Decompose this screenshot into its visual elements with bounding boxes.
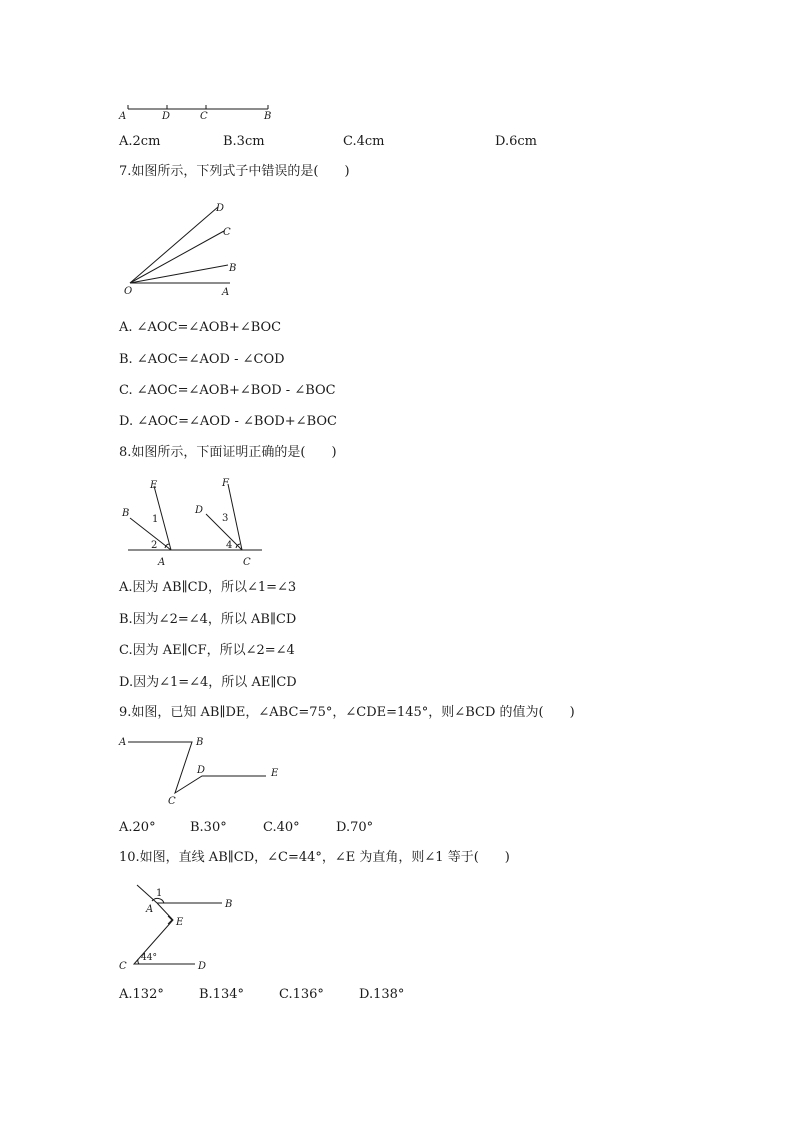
q8-option-d[interactable]: D.因为∠1=∠4，所以 AE∥CD <box>119 675 297 690</box>
q7-angle-figure <box>118 198 248 302</box>
q8-option-a[interactable]: A.因为 AB∥CD，所以∠1=∠3 <box>119 580 297 595</box>
q8-point-c: C <box>243 557 251 568</box>
q6-point-b: B <box>264 111 272 122</box>
q8-parallel-figure <box>118 476 268 571</box>
q9-point-e: E <box>271 768 279 779</box>
q9-point-c: C <box>168 796 176 807</box>
q8-point-d: D <box>195 505 204 516</box>
q10-option-b[interactable]: B.134° <box>199 987 244 1002</box>
q10-angle-c-label: 44° <box>141 953 157 963</box>
q8-point-e: E <box>150 480 158 491</box>
q9-stem: 9.如图，已知 AB∥DE，∠ABC=75°，∠CDE=145°，则∠BCD 的值为( ) <box>119 705 575 720</box>
q8-option-c[interactable]: C.因为 AE∥CF，所以∠2=∠4 <box>119 643 295 658</box>
q7-option-b[interactable]: B. ∠AOC=∠AOD - ∠COD <box>119 352 285 367</box>
q7-point-a: A <box>222 287 230 298</box>
q9-point-d: D <box>197 765 206 776</box>
q10-angle-1-label: 1 <box>156 888 163 899</box>
q10-parallel-figure <box>116 880 246 976</box>
q10-point-e: E <box>176 917 184 928</box>
q10-option-a[interactable]: A.132° <box>119 987 164 1002</box>
q9-parallel-figure <box>116 733 286 809</box>
q7-point-c: C <box>223 227 231 238</box>
q10-point-c: C <box>119 961 127 972</box>
q9-option-b[interactable]: B.30° <box>190 820 227 835</box>
q6-option-c[interactable]: C.4cm <box>343 134 385 149</box>
q6-option-d[interactable]: D.6cm <box>495 134 537 149</box>
q7-option-a[interactable]: A. ∠AOC=∠AOB+∠BOC <box>119 320 282 335</box>
q7-stem: 7.如图所示，下列式子中错误的是( ) <box>119 164 350 179</box>
q10-point-d: D <box>198 961 207 972</box>
q10-point-b: B <box>225 899 233 910</box>
q9-option-a[interactable]: A.20° <box>119 820 156 835</box>
q7-point-d: D <box>216 203 225 214</box>
q7-point-o: O <box>124 286 133 297</box>
q9-option-d[interactable]: D.70° <box>336 820 374 835</box>
q10-stem: 10.如图，直线 AB∥CD，∠C=44°，∠E 为直角，则∠1 等于( ) <box>119 850 510 865</box>
q8-point-b: B <box>122 508 130 519</box>
q8-angle-3: 3 <box>222 513 229 524</box>
q8-stem: 8.如图所示，下面证明正确的是( ) <box>119 445 337 460</box>
q8-point-a: A <box>158 557 166 568</box>
q6-point-d: D <box>162 111 171 122</box>
q8-option-b[interactable]: B.因为∠2=∠4，所以 AB∥CD <box>119 612 297 627</box>
q7-option-d[interactable]: D. ∠AOC=∠AOD - ∠BOD+∠BOC <box>119 414 337 429</box>
q10-point-a: A <box>146 904 154 915</box>
q6-option-a[interactable]: A.2cm <box>119 134 161 149</box>
q8-point-f: F <box>222 478 229 489</box>
q9-point-b: B <box>196 737 204 748</box>
q6-option-b[interactable]: B.3cm <box>223 134 265 149</box>
q7-option-c[interactable]: C. ∠AOC=∠AOB+∠BOD - ∠BOC <box>119 383 336 398</box>
q8-angle-4: 4 <box>226 540 233 551</box>
q10-option-d[interactable]: D.138° <box>359 987 405 1002</box>
q6-segment-figure <box>115 100 285 124</box>
q8-angle-2: 2 <box>151 540 158 551</box>
q9-point-a: A <box>119 737 127 748</box>
q10-option-c[interactable]: C.136° <box>279 987 324 1002</box>
q7-point-b: B <box>229 263 237 274</box>
q9-option-c[interactable]: C.40° <box>263 820 300 835</box>
q8-angle-1: 1 <box>152 514 159 525</box>
q6-point-c: C <box>200 111 208 122</box>
q6-point-a: A <box>119 111 127 122</box>
